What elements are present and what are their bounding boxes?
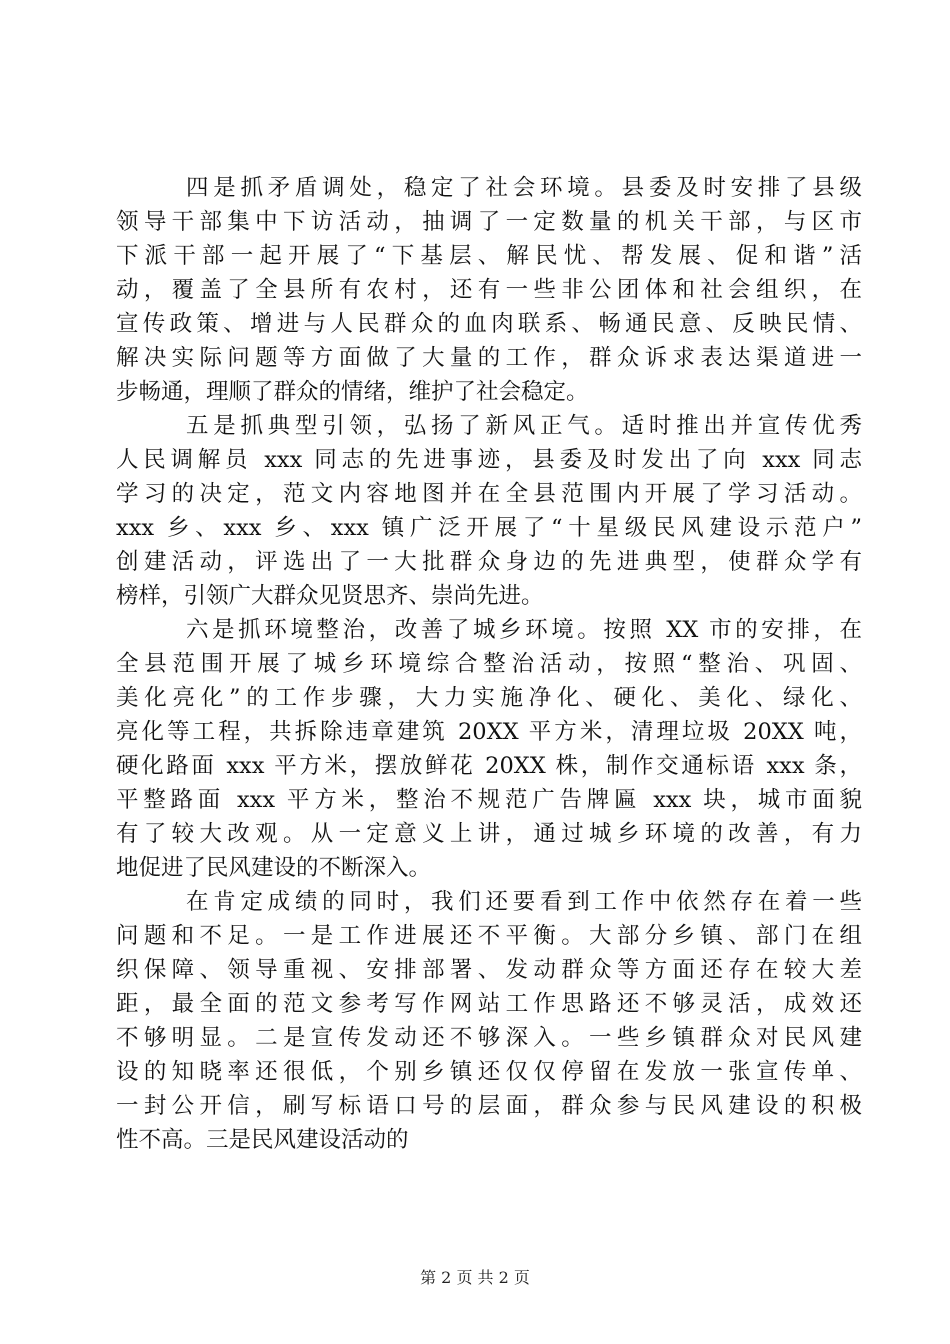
text-line: 全县范围开展了城乡环境综合整治活动，按照“整治、巩固、: [116, 651, 862, 677]
text-line: 设的知晓率还很低，个别乡镇还仅仅停留在发放一张宣传单、: [116, 1059, 862, 1085]
text-line: 榜样，引领广大群众见贤思齐、崇尚先进。: [116, 583, 544, 609]
text-line: 性不高。三是民风建设活动的: [116, 1127, 409, 1153]
page-number: 第 2 页 共 2 页: [420, 1268, 530, 1287]
document-body: [116, 171, 862, 1157]
text-line: 学习的决定，范文内容地图并在全县范围内开展了学习活动。: [116, 481, 862, 507]
text-line: 下派干部一起开展了“下基层、解民忧、帮发展、促和谐”活: [116, 243, 862, 269]
text-line: 美化亮化”的工作步骤，大力实施净化、硬化、美化、绿化、: [116, 685, 862, 711]
text-line: 领导干部集中下访活动，抽调了一定数量的机关干部，与区市: [116, 209, 862, 235]
text-line: 解决实际问题等方面做了大量的工作，群众诉求表达渠道进一: [116, 345, 862, 371]
text-line: 宣传政策、增进与人民群众的血肉联系、畅通民意、反映民情、: [116, 311, 862, 337]
text-line: 距，最全面的范文参考写作网站工作思路还不够灵活，成效还: [116, 991, 862, 1017]
text-line: 动，覆盖了全县所有农村，还有一些非公团体和社会组织，在: [116, 277, 862, 303]
text-line: 六是抓环境整治，改善了城乡环境。按照 XX 市的安排，在: [186, 617, 862, 643]
text-line: 一封公开信，刷写标语口号的层面，群众参与民风建设的积极: [116, 1093, 862, 1119]
text-line: 有了较大改观。从一定意义上讲，通过城乡环境的改善，有力: [116, 821, 862, 847]
text-line: 人民调解员 xxx 同志的先进事迹，县委及时发出了向 xxx 同志: [116, 447, 862, 473]
text-line: 在肯定成绩的同时，我们还要看到工作中依然存在着一些: [186, 889, 862, 915]
text-line: xxx 乡、xxx 乡、xxx 镇广泛开展了“十星级民风建设示范户”: [116, 515, 862, 541]
text-line: 不够明显。二是宣传发动还不够深入。一些乡镇群众对民风建: [116, 1025, 862, 1051]
text-line: 亮化等工程，共拆除违章建筑 20XX 平方米，清理垃圾 20XX 吨，: [116, 719, 862, 745]
text-line: 地促进了民风建设的不断深入。: [116, 855, 432, 881]
text-line: 四是抓矛盾调处，稳定了社会环境。县委及时安排了县级: [186, 175, 862, 201]
text-line: 创建活动，评选出了一大批群众身边的先进典型，使群众学有: [116, 549, 862, 575]
text-line: 五是抓典型引领，弘扬了新风正气。适时推出并宣传优秀: [186, 413, 862, 439]
text-line: 硬化路面 xxx 平方米，摆放鲜花 20XX 株，制作交通标语 xxx 条，: [116, 753, 862, 779]
text-line: 平整路面 xxx 平方米，整治不规范广告牌匾 xxx 块，城市面貌: [116, 787, 862, 813]
text-line: 织保障、领导重视、安排部署、发动群众等方面还存在较大差: [116, 957, 862, 983]
text-line: 问题和不足。一是工作进展还不平衡。大部分乡镇、部门在组: [116, 923, 862, 949]
text-line: 步畅通，理顺了群众的情绪，维护了社会稳定。: [116, 379, 589, 405]
